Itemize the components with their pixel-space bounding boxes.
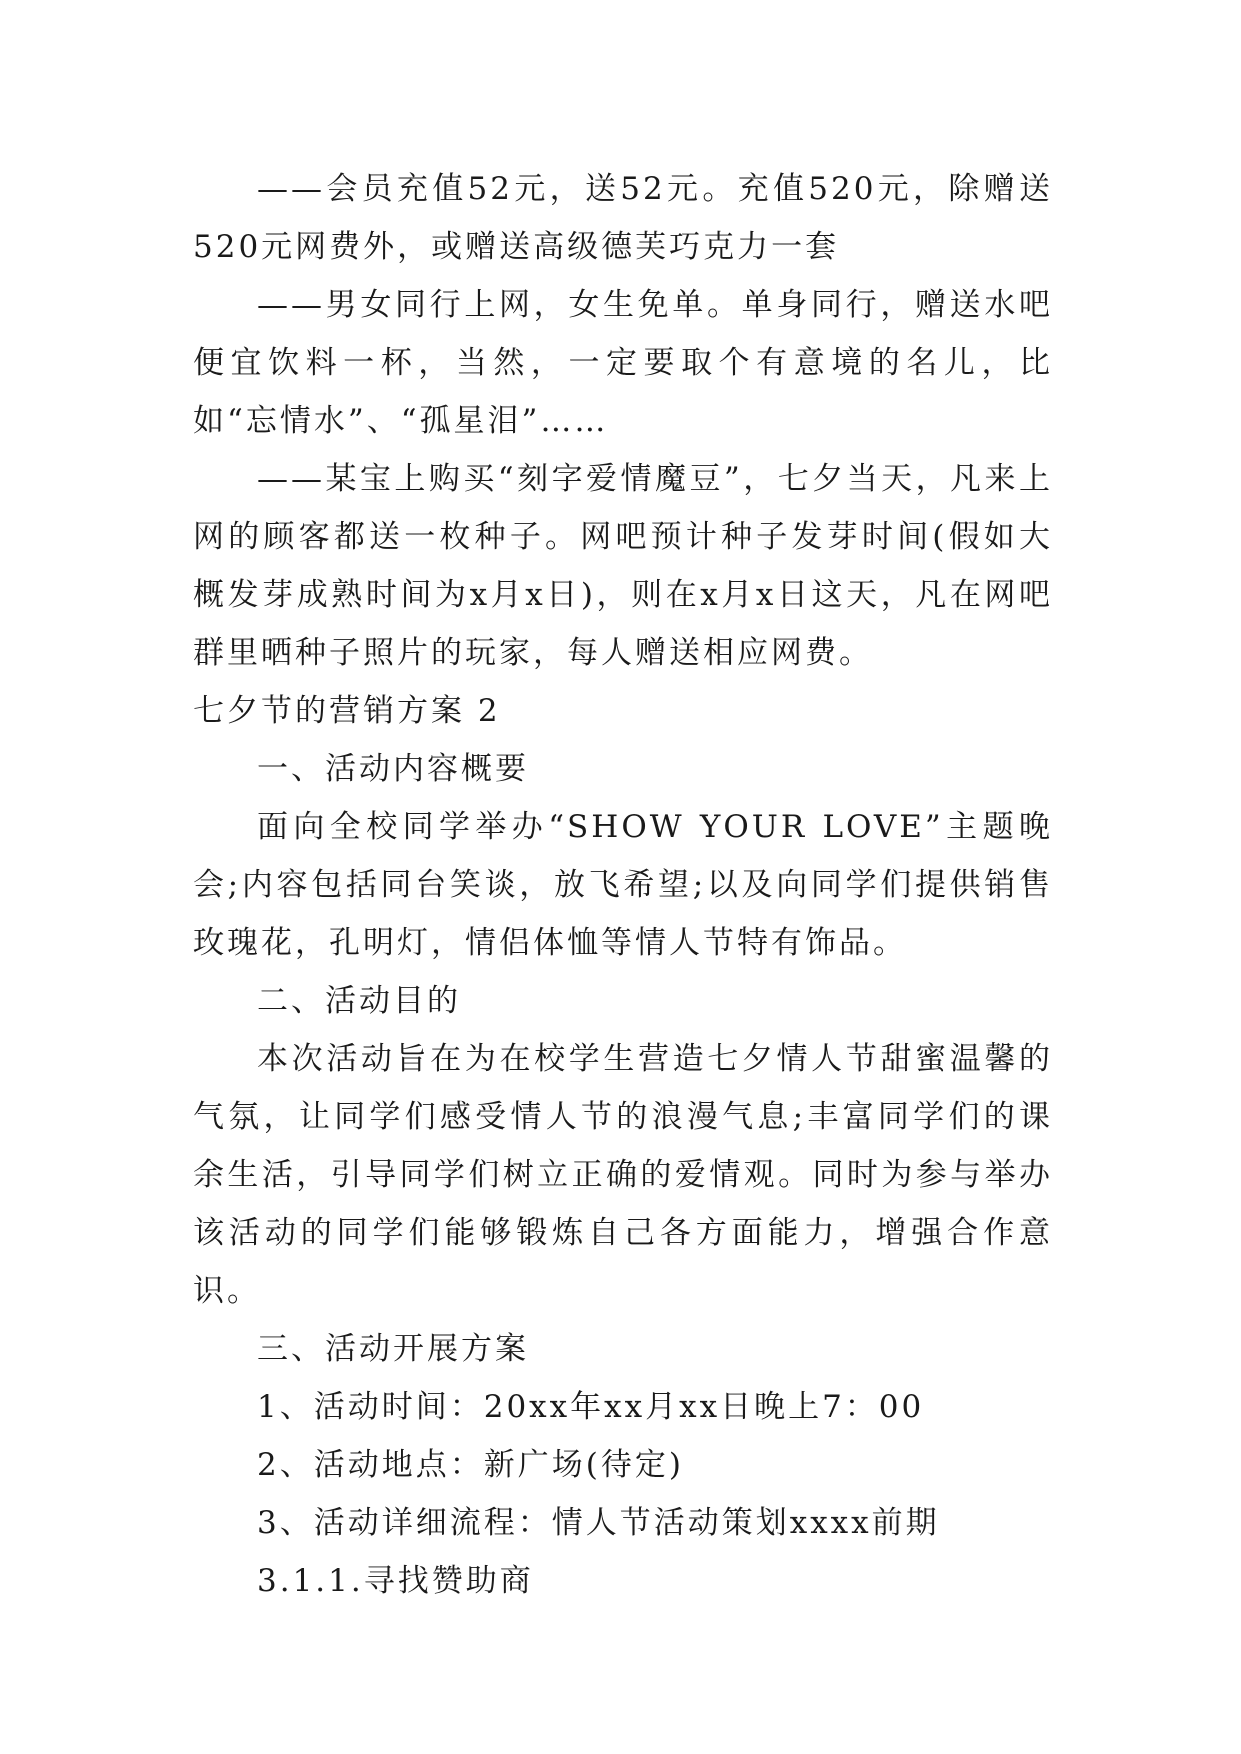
paragraph-couple-online: ——男女同行上网，女生免单。单身同行，赠送水吧便宜饮料一杯，当然，一定要取个有意境的名儿，比如“忘情水”、“孤星泪”…… (193, 287, 1053, 439)
heading-activity-overview: 一、活动内容概要 (257, 751, 529, 787)
list-item-activity-process: 3、活动详细流程：情人节活动策划xxxx前期 (257, 1505, 940, 1541)
paragraph-activity-purpose: 本次活动旨在为在校学生营造七夕情人节甜蜜温馨的气氛，让同学们感受情人节的浪漫气息;丰富同学们的课余生活，引导同学们树立正确的爱情观。同时为参与举办该活动的同学们能够锻炼自己各方面能力，增强合作意识。 (193, 1041, 1053, 1309)
paragraph-activity-overview: 面向全校同学举办“SHOW YOUR LOVE”主题晚会;内容包括同台笑谈，放飞希望;以及向同学们提供销售玫瑰花，孔明灯，情侣体恤等情人节特有饰品。 (193, 809, 1053, 961)
paragraph-member-recharge: ——会员充值52元，送52元。充值520元，除赠送520元网费外，或赠送高级德芙巧克力一套 (193, 171, 1053, 265)
list-item-activity-time: 1、活动时间：20xx年xx月xx日晚上7：00 (257, 1389, 925, 1425)
section-title: 七夕节的营销方案 2 (193, 693, 501, 729)
document-body (193, 160, 1053, 1610)
list-item-find-sponsor: 3.1.1.寻找赞助商 (257, 1563, 534, 1599)
paragraph-magic-bean: ——某宝上购买“刻字爱情魔豆”，七夕当天，凡来上网的顾客都送一枚种子。网吧预计种子发芽时间(假如大概发芽成熟时间为x月x日)，则在x月x日这天，凡在网吧群里晒种子照片的玩家，每人赠送相应网费。 (193, 461, 1053, 671)
heading-activity-plan: 三、活动开展方案 (257, 1331, 529, 1367)
heading-activity-purpose: 二、活动目的 (257, 983, 461, 1019)
list-item-activity-location: 2、活动地点：新广场(待定) (257, 1447, 684, 1483)
